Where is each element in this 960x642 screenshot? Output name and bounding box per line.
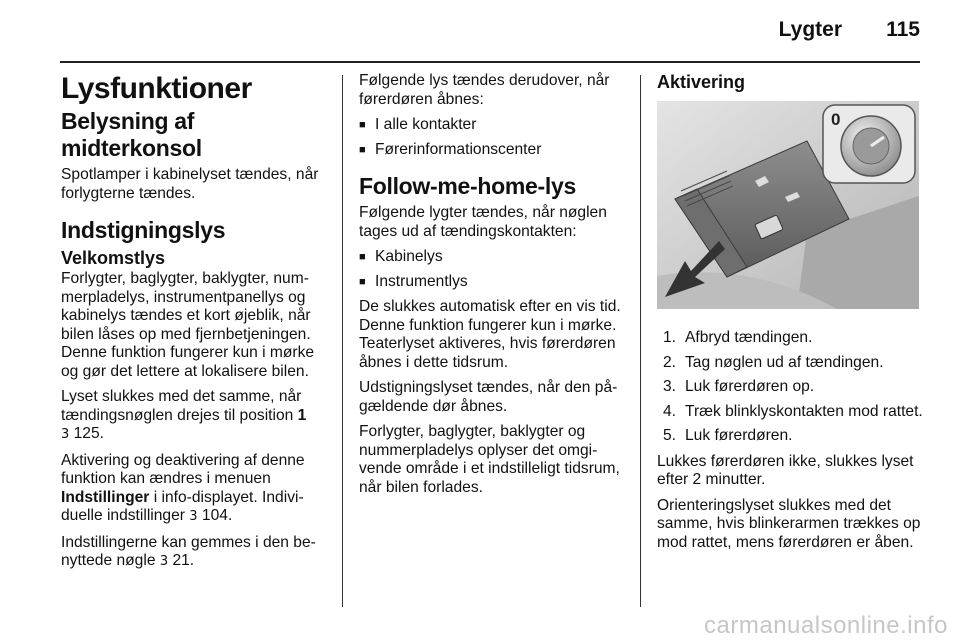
section-heading-aktivering: Aktivering [657,72,746,92]
paragraph-slukkes-automatisk: De slukkes automatisk efter en vis tid. Denne funktion fungerer kun i mørke. Teaterlyset aktiveres, hvis førerdøren åbnes i dette tidsrum. [359,298,621,371]
stalk-illustration-drawing [657,101,919,309]
header-rule [60,61,920,63]
paragraph-aktivering: Aktivering og deaktivering af denne funktion kan ændres i menuen Indstillinger i info-displayet. Individuelle indstillinger 3 104. [61,451,305,524]
section-heading-midterkonsol: Belysning af midterkonsol [61,108,202,161]
page-reference-link[interactable]: 125. [73,425,104,442]
watermark: carmanualsonline.info [704,612,948,639]
list-item: 4. Træk blinklyskontakten mod rattet. [663,402,923,420]
page-header-title: Lygter [778,18,842,41]
position-number: 1 [297,406,307,424]
chapter-heading: Lysfunktioner [61,72,252,105]
paragraph-lyset-slukkes: Lyset slukkes med det samme, når tændingsnøglen drejes til position 1 3 125. [61,388,307,442]
paragraph-velkomstlys: Forlygter, baglygter, baklygter, nummerpladelys, instrumentpanellys og kabinelys tændes et kort øjeblik, når bilen låses op med fjernbetjeningen. Denne funktion fungerer kun i mørke og gør det lettere at lokalisere bilen. [61,270,315,380]
bullet-list-1 [359,116,625,159]
list-item: ■ Instrumentlys [359,273,625,292]
column-2 [359,72,625,504]
list-item: 3. Luk førerdøren op. [663,378,815,395]
page-reference-link[interactable]: 104. [201,507,233,524]
page-number: 115 [886,18,920,41]
paragraph-midterkonsol: Spotlamper i kabinelyset tændes, når forlygterne tændes. [61,166,319,202]
list-item: 2. Tag nøglen ud af tændingen. [663,353,884,371]
page-reference-icon: 3 [159,554,169,569]
paragraph-orienteringslys: Orienteringslyset slukkes med det samme, hvis blinkerarmen trækkes op mod rattet, mens førerdøren er åben. [657,496,921,551]
page-reference-icon: 3 [61,427,70,442]
stalk-illustration [657,101,919,309]
list-item: 1. Afbryd tændingen. [663,329,813,346]
paragraph-forlygter: Forlygter, baglygter, baklygter og nummerpladelys oplyser det omgivende område i et indstilleligt tidsrum, når bilen forlades. [359,423,620,496]
menu-name: Indstillinger [61,488,150,506]
paragraph-foererdoer: Følgende lys tændes derudover, når førerdøren åbnes: [359,72,610,108]
column-1 [61,72,327,579]
subheading-velkomstlys: Velkomstlys [61,248,166,268]
list-item: ■ Førerinformationscenter [359,141,625,160]
list-item: 5. Luk førerdøren. [663,427,793,444]
paragraph-foelgende-lygter: Følgende lygter tændes, når nøglen tages ud af tændingskontakten: [359,204,607,240]
knob-position-label: 0 [831,110,841,129]
steps-list [657,329,923,446]
list-item: ■ I alle kontakter [359,116,625,135]
page-reference-icon: 3 [189,509,198,524]
paragraph-indstillinger: Indstillingerne kan gemmes i den benyttede nøgle 3 21. [61,533,316,569]
column-divider-2 [640,75,641,607]
paragraph-udstigningslys: Udstigningslyset tændes, når den pågældende dør åbnes. [359,379,618,415]
page-reference-link[interactable]: 21. [172,552,195,569]
paragraph-lukkes: Lukkes førerdøren ikke, slukkes lyset efter 2 minutter. [657,452,914,488]
column-divider-1 [342,75,343,607]
page-header [0,0,960,60]
section-heading-follow-me-home: Follow-me-home-lys [359,173,576,199]
section-heading-indstigningslys: Indstigningslys [61,217,226,243]
bullet-list-2 [359,248,625,291]
column-3 [657,72,923,559]
list-item: ■ Kabinelys [359,248,625,267]
